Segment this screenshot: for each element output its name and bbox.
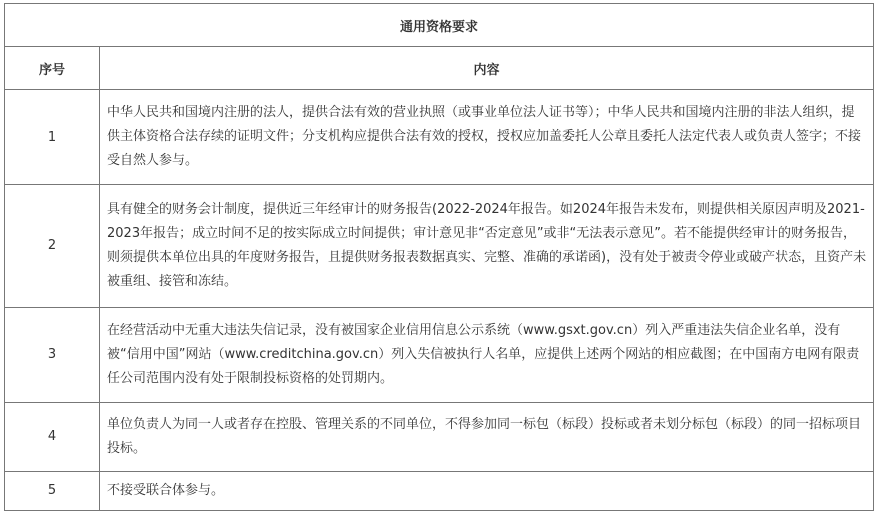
table-row bbox=[5, 471, 874, 510]
row-content: 具有健全的财务会计制度，提供近三年经审计的财务报告(2022-2024年报告。如2024年报告未发布，则提供相关原因声明及2021-2023年报告；成立时间不足的按实际成立时间提供；审计意见非“否定意见”或非“无法表示意见”。若不能提供经审计的财务报告，则须提供本单位出具的年度财务报告，且提供财务报表数据真实、完整、准确的承诺函)，没有处于被责令停业或破产状态，且资产未被重组、接管和冻结。 bbox=[100, 185, 874, 307]
header-content: 内容 bbox=[100, 47, 874, 90]
row-number: 1 bbox=[5, 90, 100, 185]
table-header-row bbox=[5, 47, 874, 90]
row-content: 不接受联合体参与。 bbox=[100, 471, 874, 510]
table-row bbox=[5, 185, 874, 307]
qualification-table bbox=[4, 3, 874, 511]
table-title-row bbox=[5, 4, 874, 47]
table-row bbox=[5, 90, 874, 185]
row-number: 4 bbox=[5, 402, 100, 471]
row-content: 单位负责人为同一人或者存在控股、管理关系的不同单位，不得参加同一标包（标段）投标或者未划分标包（标段）的同一招标项目投标。 bbox=[100, 402, 874, 471]
row-number: 2 bbox=[5, 185, 100, 307]
row-content: 在经营活动中无重大违法失信记录，没有被国家企业信用信息公示系统（www.gsxt.gov.cn）列入严重违法失信企业名单，没有被“信用中国”网站（www.creditchina.gov.cn）列入失信被执行人名单，应提供上述两个网站的相应截图；在中国南方电网有限责任公司范围内没有处于限制投标资格的处罚期内。 bbox=[100, 307, 874, 402]
header-no: 序号 bbox=[5, 47, 100, 90]
table-title: 通用资格要求 bbox=[5, 4, 874, 47]
table-row bbox=[5, 307, 874, 402]
row-number: 5 bbox=[5, 471, 100, 510]
table-row bbox=[5, 402, 874, 471]
row-content: 中华人民共和国境内注册的法人，提供合法有效的营业执照（或事业单位法人证书等）；中华人民共和国境内注册的非法人组织，提供主体资格合法存续的证明文件；分支机构应提供合法有效的授权，授权应加盖委托人公章且委托人法定代表人或负责人签字；不接受自然人参与。 bbox=[100, 90, 874, 185]
row-number: 3 bbox=[5, 307, 100, 402]
